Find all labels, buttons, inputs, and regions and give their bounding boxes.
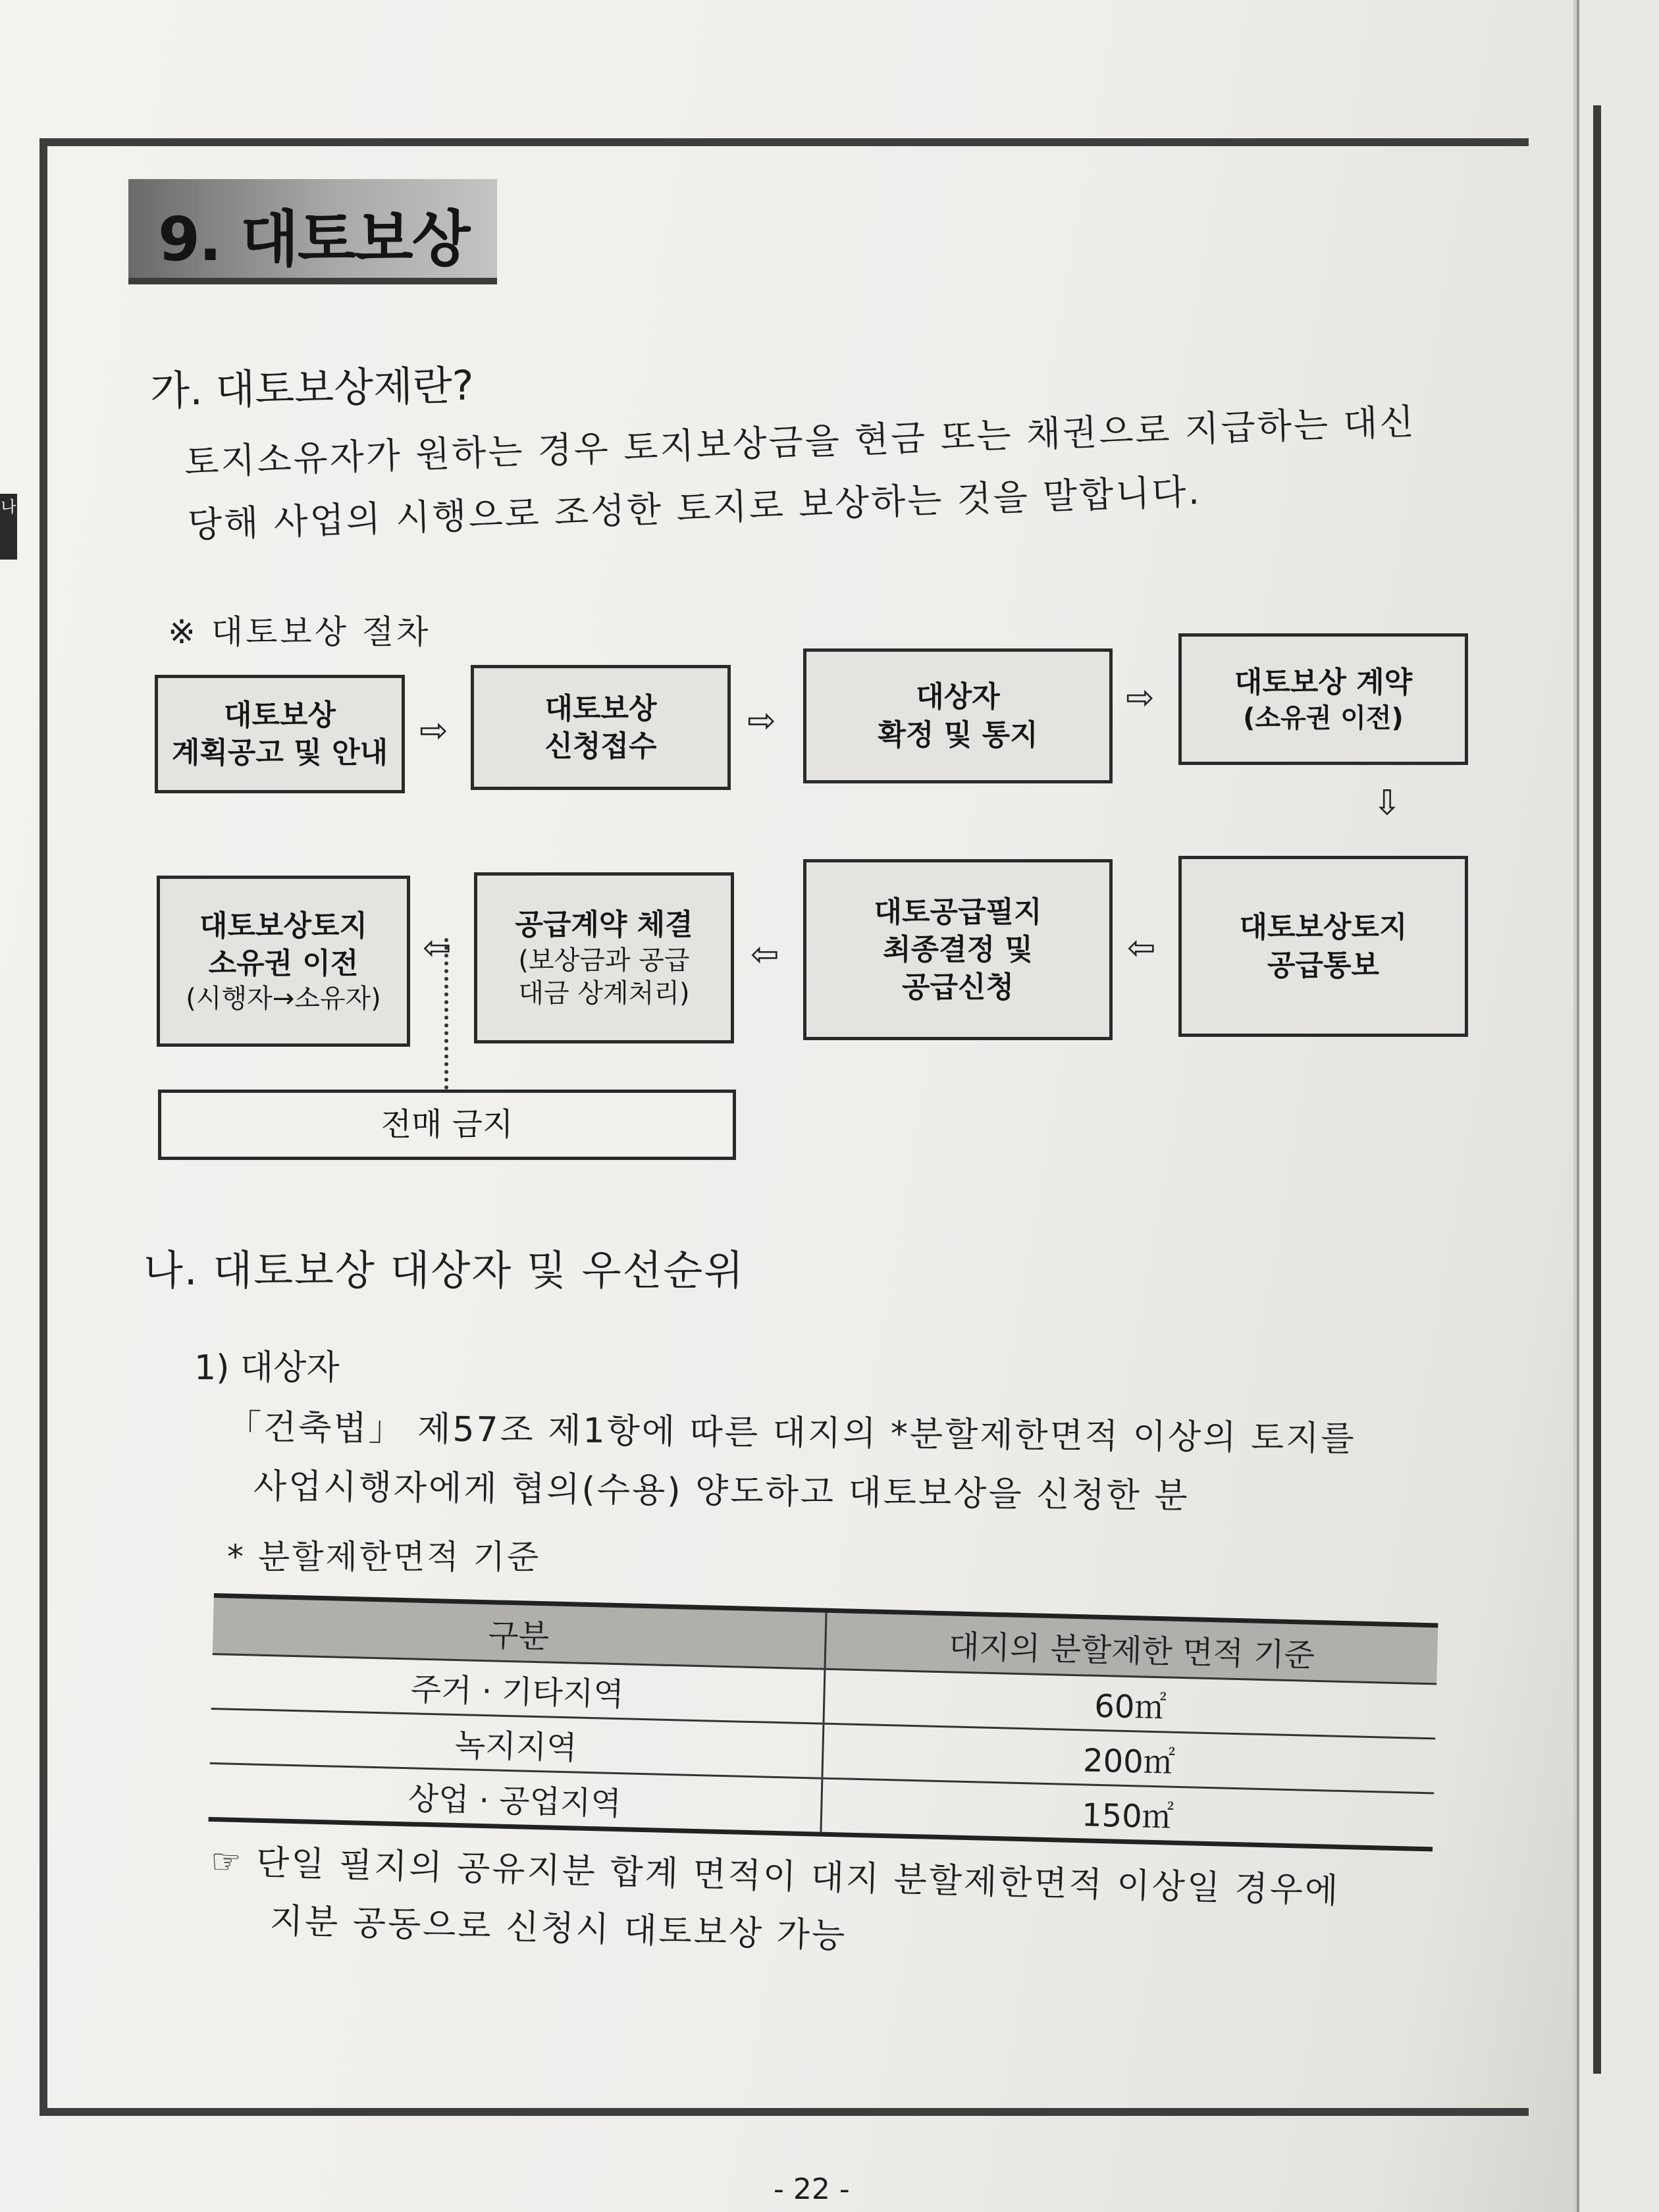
adjacent-page-frame xyxy=(1593,105,1659,2074)
flow-step-contract xyxy=(1178,633,1468,765)
section-a-line2: 당해 사업의 시행으로 조성한 토지로 보상하는 것을 말합니다. xyxy=(187,470,1202,546)
flow-step-plan-notice xyxy=(155,675,405,793)
flow-step-line: 계획공고 및 안내 xyxy=(171,736,388,770)
flow-step-line: 소유권 이전 xyxy=(208,947,359,980)
flow-step-line: 최종결정 및 xyxy=(883,932,1033,966)
item1-line1: 「건축법」 제57조 제1항에 따른 대지의 *분할제한면적 이상의 토지를 xyxy=(226,1408,1356,1459)
flow-step-selection xyxy=(803,648,1113,783)
table-header-cell: 구분 xyxy=(213,1598,827,1668)
arrow-left-icon: ⇦ xyxy=(423,928,452,968)
flow-step-line: 대토보상 계약 xyxy=(1234,666,1413,700)
flow-step-line: 대토보상 xyxy=(223,698,336,732)
flow-step-supply-contract xyxy=(474,872,734,1043)
flow-step-ownership-transfer xyxy=(157,876,410,1047)
table-cell: 60㎡ xyxy=(1093,1687,1167,1726)
arrow-left-icon: ⇦ xyxy=(1127,928,1156,968)
flow-step-line: 대금 상계처리) xyxy=(518,978,690,1009)
flow-step-line: (소유권 이전) xyxy=(1243,702,1404,733)
footnote-line2: 지분 공동으로 신청시 대토보상 가능 xyxy=(269,1901,847,1956)
dotted-connector xyxy=(444,938,448,1090)
flow-step-line: 확정 및 통지 xyxy=(878,718,1038,752)
page-title: 9. 대토보상 xyxy=(158,204,469,275)
resale-ban-box xyxy=(158,1090,736,1160)
margin-tab: 나 xyxy=(0,494,17,560)
procedure-label: ※ 대토보상 절차 xyxy=(168,613,431,651)
section-a-line1: 토지소유자가 원하는 경우 토지보상금을 현금 또는 채권으로 지급하는 대신 xyxy=(184,400,1417,483)
flow-step-line: 공급신청 xyxy=(901,970,1014,1005)
flow-step-line: 공급통보 xyxy=(1267,948,1379,982)
arrow-down-icon: ⇩ xyxy=(1373,783,1402,823)
flow-step-line: 대토보상 xyxy=(544,691,657,725)
area-limit-table xyxy=(209,1593,1438,1851)
note-label: * 분할제한면적 기준 xyxy=(227,1538,541,1576)
resale-ban-label: 전매 금지 xyxy=(381,1106,514,1144)
flow-step-line: 공급계약 체결 xyxy=(515,908,693,942)
arrow-right-icon: ⇨ xyxy=(747,701,776,741)
flow-step-application xyxy=(471,665,731,790)
flow-step-line: 대상자 xyxy=(916,680,1000,714)
table-header-cell: 대지의 분할제한 면적 기준 xyxy=(948,1627,1315,1674)
arrow-right-icon: ⇨ xyxy=(1126,678,1155,718)
footnote-line1: ☞ 단일 필지의 공유지분 합계 면적이 대지 분할제한면적 이상일 경우에 xyxy=(210,1842,1340,1911)
item1-line2: 사업시행자에게 협의(수용) 양도하고 대토보상을 신청한 분 xyxy=(253,1467,1190,1516)
flow-step-supply-notice xyxy=(1178,856,1468,1037)
table-cell: 녹지지역 xyxy=(210,1710,824,1778)
table-cell: 150㎡ xyxy=(1081,1796,1174,1836)
flow-step-line: 대토보상토지 xyxy=(199,908,368,943)
flow-step-line: 대토공급필지 xyxy=(874,895,1042,929)
section-b-heading: 나. 대토보상 대상자 및 우선순위 xyxy=(144,1246,745,1294)
flow-step-line: 대토보상토지 xyxy=(1239,910,1408,945)
page-number: - 22 - xyxy=(774,2172,850,2206)
table-cell: 주거 · 기타지역 xyxy=(211,1655,826,1723)
table-cell: 200㎡ xyxy=(1082,1741,1176,1781)
table-cell: 상업 · 공업지역 xyxy=(209,1764,823,1832)
arrow-right-icon: ⇨ xyxy=(419,711,448,750)
flow-step-line: (보상금과 공급 xyxy=(518,945,690,976)
item1-label: 1) 대상자 xyxy=(194,1348,340,1388)
flow-step-line: 신청접수 xyxy=(544,729,657,763)
section-a-heading: 가. 대토보상제란? xyxy=(149,361,475,415)
flow-step-final-decision xyxy=(803,859,1113,1040)
arrow-left-icon: ⇦ xyxy=(750,935,779,974)
flow-step-line: (시행자→소유자) xyxy=(186,984,381,1014)
